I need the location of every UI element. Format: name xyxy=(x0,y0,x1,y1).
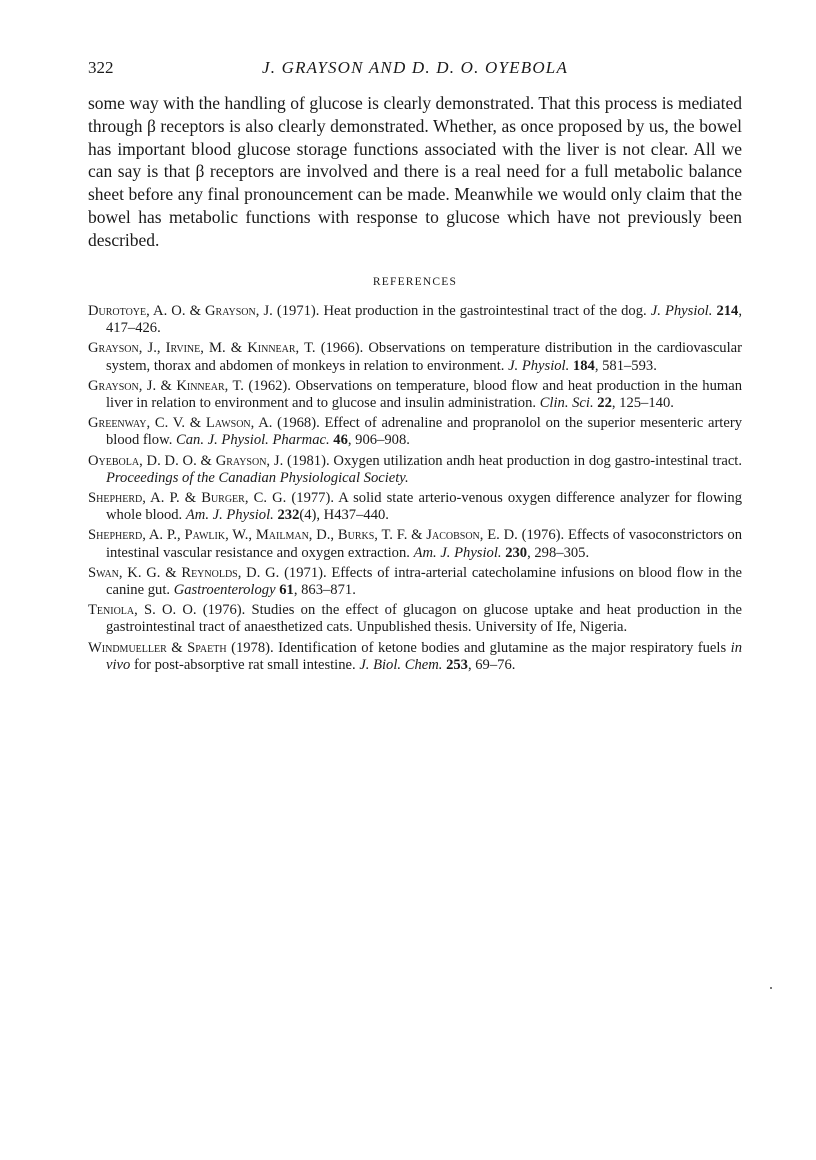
reference-text: (1966). Observations on temperature distribution in the cardiovascular system, thorax and abdomen of monkeys in relation to environment. xyxy=(106,340,743,374)
body-text xyxy=(88,92,742,252)
reference-authors: Durotoye, A. O. & Grayson, J. xyxy=(88,303,273,319)
reference-item xyxy=(88,453,742,487)
reference-pages: , 581–593. xyxy=(594,357,657,374)
reference-pages: , 298–305. xyxy=(527,544,590,561)
reference-pages: (4), H437–440. xyxy=(299,507,389,524)
reference-item xyxy=(88,378,742,412)
reference-text: (1968). Effect of adrenaline and propranolol on the superior mesenteric artery blood flow. xyxy=(106,415,742,449)
reference-journal: in vivo xyxy=(106,639,742,673)
reference-authors: Grayson, J. & Kinnear, T. xyxy=(88,377,244,394)
reference-volume: 22 xyxy=(597,395,612,412)
reference-authors: Greenway, C. V. & Lawson, A. xyxy=(88,415,273,432)
reference-authors: Swan, K. G. & Reynolds, D. G. xyxy=(88,564,280,581)
running-head xyxy=(88,58,742,82)
references-heading: REFERENCES xyxy=(372,276,458,288)
reference-journal: Am. J. Physiol. xyxy=(413,544,502,561)
reference-text: (1981). Oxygen utilization andh heat production in dog gastro-intestinal tract. xyxy=(283,452,742,469)
reference-item xyxy=(88,340,742,374)
reference-volume: 214 xyxy=(716,303,739,319)
reference-journal: J. Physiol. xyxy=(508,357,570,374)
reference-volume: 230 xyxy=(505,544,528,561)
reference-pages: , 863–871. xyxy=(293,582,356,599)
references-list xyxy=(88,303,742,677)
reference-journal-2: J. Biol. Chem. xyxy=(359,656,443,673)
reference-authors: Oyebola, D. D. O. & Grayson, J. xyxy=(88,452,284,469)
reference-volume: 184 xyxy=(572,357,595,374)
reference-pages: , 417–426. xyxy=(106,303,742,337)
body-paragraph: some way with the handling of glucose is clearly demonstrated. That this process is mediated through β receptors is also clearly demonstrated. Whether, as once proposed by us, the bowel has important blood glucose storage functions associated with the liver is not clear. All we can say is that β receptors are involved and there is a real need for a full metabolic balance sheet before any final pronouncement can be made. Meanwhile we would only claim that the bowel has metabolic functions with response to glucose which have not previously been described. xyxy=(88,93,742,250)
reference-journal: Can. J. Physiol. Pharmac. xyxy=(176,432,330,449)
reference-item xyxy=(88,602,742,636)
reference-text: (1971). Effects of intra-arterial catecholamine infusions on blood flow in the canine gut. xyxy=(106,564,742,599)
reference-volume: 253 xyxy=(446,656,468,673)
reference-volume: 61 xyxy=(279,582,294,599)
reference-item xyxy=(88,303,742,337)
reference-text: (1977). A solid state arterio-venous oxygen difference analyzer for flowing whole blood. xyxy=(106,490,743,524)
reference-authors: Teniola, S. O. O. xyxy=(88,602,197,619)
reference-text: (1971). Heat production in the gastrointestinal tract of the dog. xyxy=(272,303,651,319)
reference-text: (1978). Identification of ketone bodies and glutamine as the major respiratory fuels xyxy=(226,639,731,656)
reference-authors: Shepherd, A. P., Pawlik, W., Mailman, D., Burks, T. F. & Jacobson, E. D. xyxy=(88,527,518,544)
reference-journal: J. Physiol. xyxy=(650,303,713,319)
reference-authors: Shepherd, A. P. & Burger, C. G. xyxy=(88,490,287,507)
reference-journal: Am. J. Physiol. xyxy=(185,507,274,524)
reference-text: (1976). Studies on the effect of glucagon on glucose uptake and heat production in the gastrointestinal tract of anaesthetized cats. Unpublished thesis. University of Ife, Nigeria. xyxy=(106,602,742,636)
reference-item xyxy=(88,490,742,524)
reference-pages: , 125–140. xyxy=(611,395,674,412)
reference-text: (1962). Observations on temperature, blood flow and heat production in the human liver in relation to environment and to glucose and insulin administration. xyxy=(106,377,742,412)
reference-item xyxy=(88,527,742,561)
reference-text-cont: for post-absorptive rat small intestine. xyxy=(130,656,360,673)
reference-journal: Gastroenterology xyxy=(173,582,276,599)
reference-authors: Windmueller & Spaeth xyxy=(88,639,227,656)
reference-authors: Grayson, J., Irvine, M. & Kinnear, T. xyxy=(88,340,316,357)
reference-item xyxy=(88,415,742,449)
reference-item xyxy=(88,640,742,674)
reference-journal: Proceedings of the Canadian Physiological Society. xyxy=(106,469,409,486)
reference-volume: 46 xyxy=(333,432,348,449)
scan-speck xyxy=(770,987,772,989)
page-number: 322 xyxy=(88,58,114,77)
reference-text: (1976). Effects of vasoconstrictors on intestinal vascular resistance and oxygen extraction. xyxy=(106,527,742,561)
running-head-authors: J. GRAYSON AND D. D. O. OYEBOLA xyxy=(261,58,569,77)
reference-journal: Clin. Sci. xyxy=(539,395,594,412)
reference-pages: , 69–76. xyxy=(467,656,516,673)
reference-item xyxy=(88,565,742,599)
reference-pages: , 906–908. xyxy=(347,432,410,449)
reference-volume: 232 xyxy=(277,507,300,524)
